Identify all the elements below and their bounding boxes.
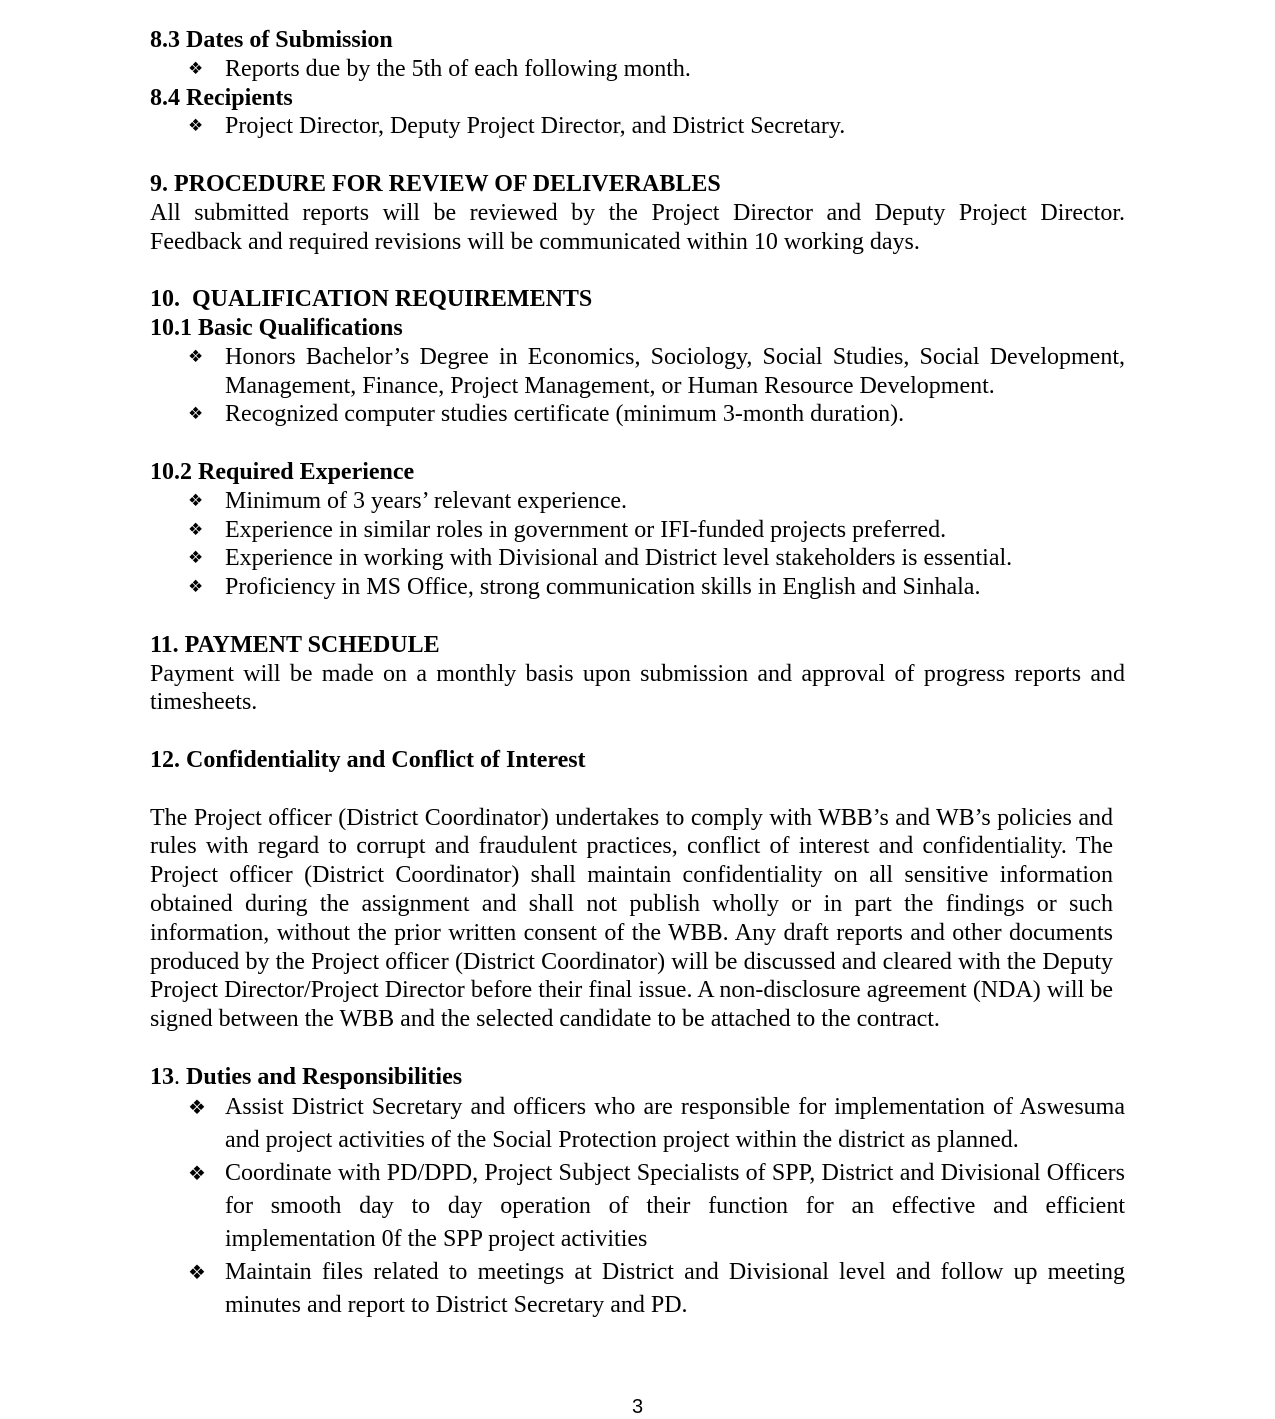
section-12-heading: 12. Confidentiality and Conflict of Interest [150, 746, 586, 773]
diamond-bullet-icon: ❖ [188, 1260, 206, 1285]
section-8-3-list [150, 55, 1125, 84]
diamond-bullet-icon: ❖ [188, 577, 204, 598]
section-8-4-heading: 8.4 Recipients [150, 84, 293, 111]
section-10-1-list [150, 343, 1125, 429]
section-12-body: The Project officer (District Coordinator) undertakes to comply with WBB’s and WB’s policies and rules with regard to corrupt and fraudulent practices, conflict of interest and confidentiality. The Project officer (District Coordinator) shall maintain confidentiality on all sensitive information obtained during the assignment and shall not publish wholly or in part the findings or such information, without the prior written consent of the WBB. Any draft reports and other documents produced by the Project officer (District Coordinator) will be discussed and cleared with the Deputy Project Director/Project Director before their final issue. A non-disclosure agreement (NDA) will be signed between the WBB and the selected candidate to be attached to the contract. [150, 804, 1113, 1033]
section-10-heading: 10. QUALIFICATION REQUIREMENTS [150, 286, 593, 313]
diamond-bullet-icon: ❖ [188, 1095, 206, 1120]
diamond-bullet-icon: ❖ [188, 404, 204, 425]
diamond-bullet-icon: ❖ [188, 490, 204, 511]
list-item: ❖ Maintain files related to meetings at District and Divisional level and follow up meeting minutes and report to District Secretary and PD. [225, 1256, 1125, 1322]
spacer [150, 429, 1125, 458]
section-13-title: Duties and Responsibilities [180, 1063, 463, 1090]
list-item: ❖ Assist District Secretary and officers who are responsible for implementation of Aswesuma and project activities of the Social Protection project within the district as planned. [225, 1091, 1125, 1157]
page-number: 3 [631, 1396, 644, 1418]
section-13-number: 13 [150, 1063, 174, 1090]
spacer [150, 602, 1125, 631]
spacer [150, 141, 1125, 170]
list-item: ❖ Coordinate with PD/DPD, Project Subject Specialists of SPP, District and Divisional Officers for smooth day to day operation of their function for an effective and efficient implementation 0f the SPP project activities [225, 1157, 1125, 1256]
diamond-bullet-icon: ❖ [188, 116, 204, 137]
diamond-bullet-icon: ❖ [188, 58, 204, 79]
section-11-body: Payment will be made on a monthly basis upon submission and approval of progress reports and timesheets. [150, 660, 1125, 716]
list-item: ❖ Proficiency in MS Office, strong communication skills in English and Sinhala. [188, 574, 981, 601]
diamond-bullet-icon: ❖ [188, 346, 204, 367]
diamond-bullet-icon: ❖ [188, 548, 204, 569]
list-item: ❖ Minimum of 3 years’ relevant experience. [188, 487, 628, 514]
section-13-separator: . [174, 1063, 180, 1090]
section-8-4-list [150, 112, 1125, 141]
section-10-1-heading: 10.1 Basic Qualifications [150, 314, 403, 341]
list-item: ❖ Reports due by the 5th of each following month. [188, 55, 691, 82]
section-13-heading [150, 1063, 1125, 1092]
document-page [150, 26, 1125, 1322]
list-item: ❖ Project Director, Deputy Project Director, and District Secretary. [188, 113, 846, 140]
spacer [150, 256, 1125, 285]
section-13-list [150, 1091, 1125, 1322]
section-8-3-heading: 8.3 Dates of Submission [150, 27, 393, 53]
section-9-heading: 9. PROCEDURE FOR REVIEW OF DELIVERABLES [150, 170, 721, 197]
section-10-2-heading: 10.2 Required Experience [150, 458, 415, 485]
list-item: ❖ Recognized computer studies certificate (minimum 3-month duration). [188, 401, 905, 428]
section-9-body: All submitted reports will be reviewed by the Project Director and Deputy Project Director. Feedback and required revisions will be communicated within 10 working days. [150, 199, 1125, 255]
diamond-bullet-icon: ❖ [188, 1161, 206, 1186]
spacer [150, 775, 1125, 804]
section-10-2-list [150, 487, 1125, 602]
spacer [150, 1034, 1125, 1063]
spacer [150, 717, 1125, 746]
list-item: ❖ Experience in similar roles in government or IFI-funded projects preferred. [188, 516, 947, 543]
diamond-bullet-icon: ❖ [188, 519, 204, 540]
list-item: ❖ Experience in working with Divisional and District level stakeholders is essential. [188, 545, 1013, 572]
list-item: ❖ Honors Bachelor’s Degree in Economics, Sociology, Social Studies, Social Development, Management, Finance, Project Management, or Human Resource Development. [188, 343, 1125, 399]
section-11-heading: 11. PAYMENT SCHEDULE [150, 631, 440, 658]
